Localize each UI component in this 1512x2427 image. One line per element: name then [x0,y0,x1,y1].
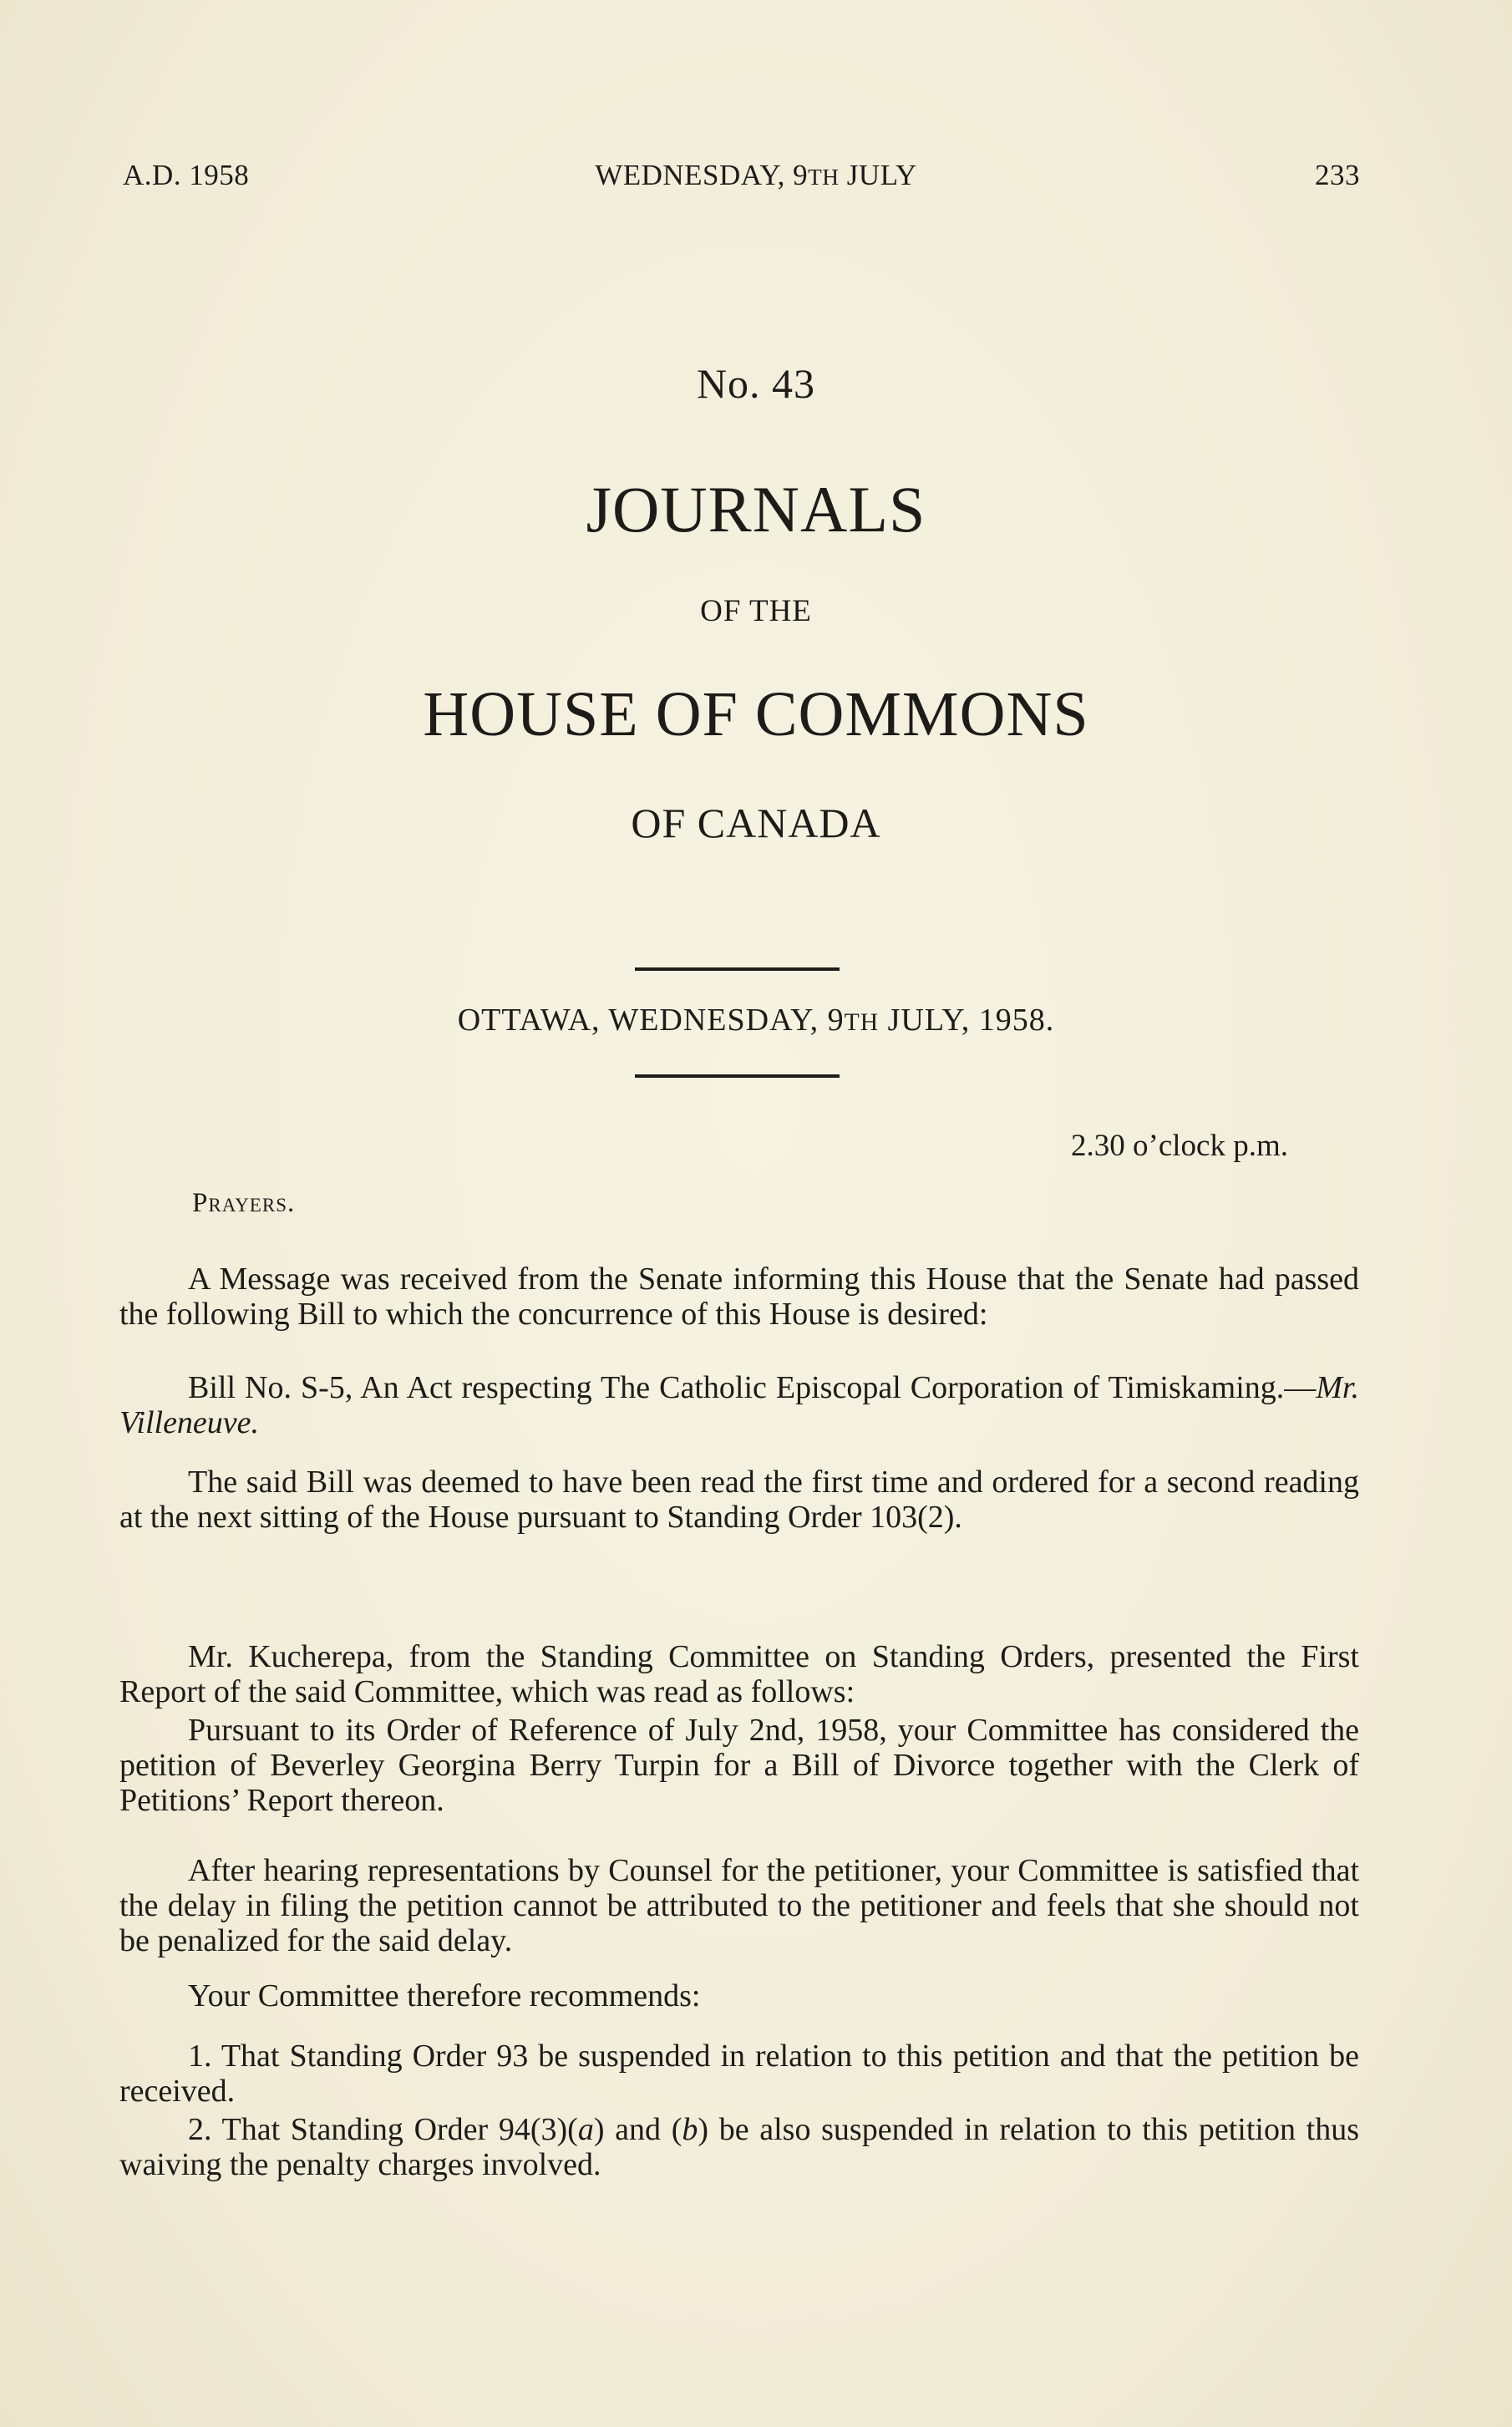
issue-number: No. 43 [696,360,816,407]
recommendation-2 [119,2112,1359,2182]
paragraph-senate-message: A Message was received from the Senate informing this House that the Senate had passed the following Bill to which the concurrence of this House is desired: [119,1262,1359,1332]
of-the-line: OF THE [700,594,812,628]
bill-member: Mr. Villeneuve. [119,1370,1359,1440]
header-date-suffix: TH [808,165,840,190]
prayers-text: Prayers. [192,1188,296,1218]
of-canada-line: OF CANADA [631,800,881,846]
house-of-commons-title: HOUSE OF COMMONS [423,679,1089,749]
journals-title: JOURNALS [586,473,926,546]
page-number: 233 [1315,159,1360,191]
dateline-suffix: TH [844,1009,880,1036]
rec2-mid: ) and ( [593,2112,682,2147]
bill-text: Bill No. S-5, An Act respecting The Catholic Episcopal Corporation of Timiskaming.— [188,1370,1317,1405]
paragraph-pursuant: Pursuant to its Order of Reference of July 2nd, 1958, your Committee has considered the petition of Beverley Georgina Berry Turpin for a Bill of Divorce together with the Clerk of Petitions’ Report thereon. [119,1713,1359,1818]
divider-top [635,967,840,971]
paragraph-kucherepa: Mr. Kucherepa, from the Standing Committee on Standing Orders, presented the First Report of the said Committee, which was read as follows: [119,1639,1359,1709]
sitting-time: 2.30 o’clock p.m. [1071,1129,1288,1163]
header-date [0,160,1512,190]
header-year: A.D. 1958 [123,159,250,191]
prayers-heading [192,1188,295,1219]
rec2-post: ) be also suspended in relation to this petition thus waiving the penalty charges involved. [119,2112,1359,2182]
rec2-a: a [577,2112,594,2147]
paragraph-deemed-read: The said Bill was deemed to have been read the first time and ordered for a second reading at the next sitting of the House pursuant to Standing Order 103(2). [119,1465,1359,1535]
paragraph-recommends: Your Committee therefore recommends: [188,1978,701,2013]
dateline-post: JULY, 1958. [879,1003,1055,1038]
header-date-pre: WEDNESDAY, 9 [595,159,809,191]
divider-bottom [635,1074,840,1078]
paragraph-after-hearing: After hearing representations by Counsel for the petitioner, your Committee is satisfied that the delay in filing the petition cannot be attributed to the petitioner and feels that she should not be penalized for the said delay. [119,1853,1359,1958]
paragraph-bill [119,1370,1359,1440]
header-date-post: JULY [839,159,917,191]
rec2-b: b [682,2112,698,2147]
dateline [0,1002,1512,1038]
dateline-pre: OTTAWA, WEDNESDAY, 9 [457,1003,845,1038]
rec2-pre: 2. That Standing Order 94(3)( [188,2112,578,2147]
recommendation-1: 1. That Standing Order 93 be suspended in relation to this petition and that the petition be received. [119,2039,1359,2109]
